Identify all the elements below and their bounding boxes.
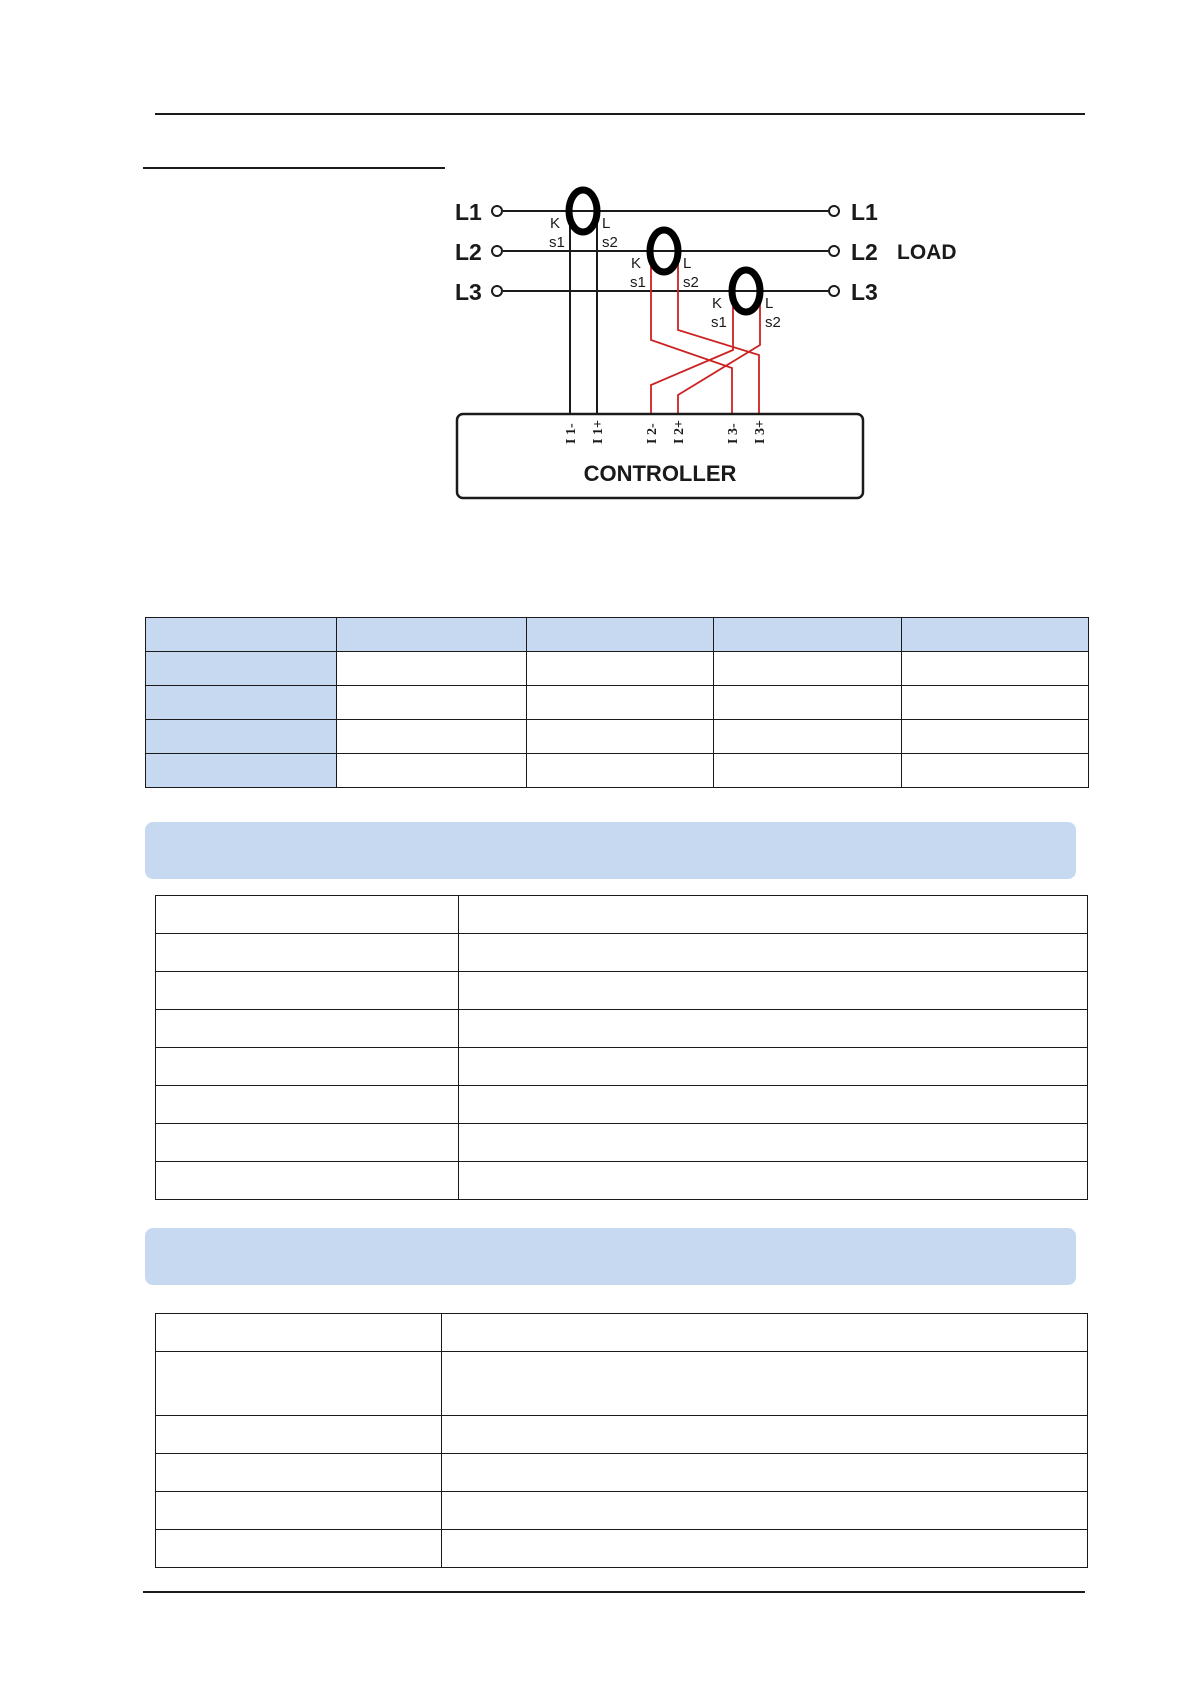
ct2-l-label: L <box>683 255 692 272</box>
section-2-heading-banner <box>145 1228 1076 1285</box>
terminal-i2-minus: I 2- <box>645 423 660 444</box>
table-cell <box>459 1086 1088 1124</box>
table-cell <box>527 652 714 686</box>
table-cell <box>156 1530 442 1568</box>
table-cell <box>156 1454 442 1492</box>
table-row <box>156 1454 1088 1492</box>
line-label-left-l3: L3 <box>455 279 482 305</box>
table-cell <box>442 1530 1088 1568</box>
ct1-s1-label: s1 <box>549 234 565 251</box>
ct1-s2-label: s2 <box>602 234 618 251</box>
controller-label: CONTROLLER <box>583 461 737 486</box>
line-label-right-l2: L2 <box>851 239 878 265</box>
ct2-s2-label: s2 <box>683 274 699 291</box>
table-cell <box>156 972 459 1010</box>
table-cell <box>527 618 714 652</box>
table-row <box>146 754 1089 788</box>
ct3-s1-label: s1 <box>711 314 727 331</box>
table-cell <box>459 1048 1088 1086</box>
terminal-i1-minus: I 1- <box>564 423 579 444</box>
ct-specification-table <box>145 617 1089 788</box>
section-2-table <box>155 1313 1088 1568</box>
ct-wiring-diagram <box>0 0 1190 520</box>
table-row <box>156 1492 1088 1530</box>
table-cell <box>146 652 337 686</box>
table-cell <box>902 652 1089 686</box>
section-1-heading-banner <box>145 822 1076 879</box>
ct2-k-label: K <box>631 255 642 272</box>
table-cell <box>714 618 902 652</box>
table-row <box>156 896 1088 934</box>
load-label: LOAD <box>897 241 957 264</box>
table-cell <box>902 618 1089 652</box>
table-cell <box>337 652 527 686</box>
table-cell <box>527 754 714 788</box>
footer-rule <box>143 1591 1085 1593</box>
table-row <box>146 720 1089 754</box>
table-cell <box>442 1454 1088 1492</box>
table-cell <box>156 1492 442 1530</box>
table-cell <box>714 720 902 754</box>
table-cell <box>459 934 1088 972</box>
terminal-circle-left-l2 <box>492 246 502 256</box>
line-label-left-l1: L1 <box>455 199 482 225</box>
table-cell <box>459 896 1088 934</box>
table-cell <box>442 1492 1088 1530</box>
table-row <box>156 1124 1088 1162</box>
table-cell <box>146 618 337 652</box>
table-cell <box>146 754 337 788</box>
table-row <box>156 1010 1088 1048</box>
table-cell <box>156 1314 442 1352</box>
terminal-i1-plus: I 1+ <box>591 420 606 444</box>
ct3-s2-label: s2 <box>765 314 781 331</box>
terminal-circle-right-l1 <box>829 206 839 216</box>
table-cell <box>156 1352 442 1416</box>
table-row <box>156 1352 1088 1416</box>
ct3-k-label: K <box>712 295 723 312</box>
table-cell <box>902 686 1089 720</box>
table-cell <box>459 1162 1088 1200</box>
table-cell <box>146 720 337 754</box>
table-cell <box>527 686 714 720</box>
table-cell <box>714 652 902 686</box>
table-cell <box>442 1314 1088 1352</box>
table-row <box>156 934 1088 972</box>
table-cell <box>156 1162 459 1200</box>
line-label-right-l1: L1 <box>851 199 878 225</box>
table-cell <box>156 1048 459 1086</box>
table-row <box>146 618 1089 652</box>
ct3-l-label: L <box>765 295 774 312</box>
table-cell <box>902 720 1089 754</box>
section-1-table <box>155 895 1088 1200</box>
table-cell <box>527 720 714 754</box>
table-cell <box>459 1010 1088 1048</box>
terminal-i3-plus: I 3+ <box>753 420 768 444</box>
table-cell <box>902 754 1089 788</box>
table-cell <box>442 1416 1088 1454</box>
table-row <box>156 1162 1088 1200</box>
table-row <box>156 1314 1088 1352</box>
table-cell <box>459 1124 1088 1162</box>
table-cell <box>146 686 337 720</box>
ct2-s1-label: s1 <box>630 274 646 291</box>
table-row <box>156 1530 1088 1568</box>
table-cell <box>156 1086 459 1124</box>
table-cell <box>156 934 459 972</box>
table-cell <box>156 896 459 934</box>
table-cell <box>442 1352 1088 1416</box>
ct1-k-label: K <box>550 215 561 232</box>
terminal-circle-left-l1 <box>492 206 502 216</box>
terminal-i2-plus: I 2+ <box>672 420 687 444</box>
table-row <box>146 686 1089 720</box>
table-cell <box>156 1416 442 1454</box>
terminal-circle-right-l2 <box>829 246 839 256</box>
table-cell <box>337 754 527 788</box>
terminal-circle-right-l3 <box>829 286 839 296</box>
table-cell <box>337 720 527 754</box>
line-label-left-l2: L2 <box>455 239 482 265</box>
table-cell <box>459 972 1088 1010</box>
table-cell <box>337 686 527 720</box>
terminal-i3-minus: I 3- <box>726 423 741 444</box>
table-row <box>156 1086 1088 1124</box>
table-row <box>146 652 1089 686</box>
line-label-right-l3: L3 <box>851 279 878 305</box>
table-cell <box>714 754 902 788</box>
table-cell <box>156 1010 459 1048</box>
ct1-l-label: L <box>602 215 611 232</box>
table-cell <box>337 618 527 652</box>
table-row <box>156 1416 1088 1454</box>
terminal-circle-left-l3 <box>492 286 502 296</box>
table-row <box>156 1048 1088 1086</box>
table-row <box>156 972 1088 1010</box>
table-cell <box>714 686 902 720</box>
table-cell <box>156 1124 459 1162</box>
